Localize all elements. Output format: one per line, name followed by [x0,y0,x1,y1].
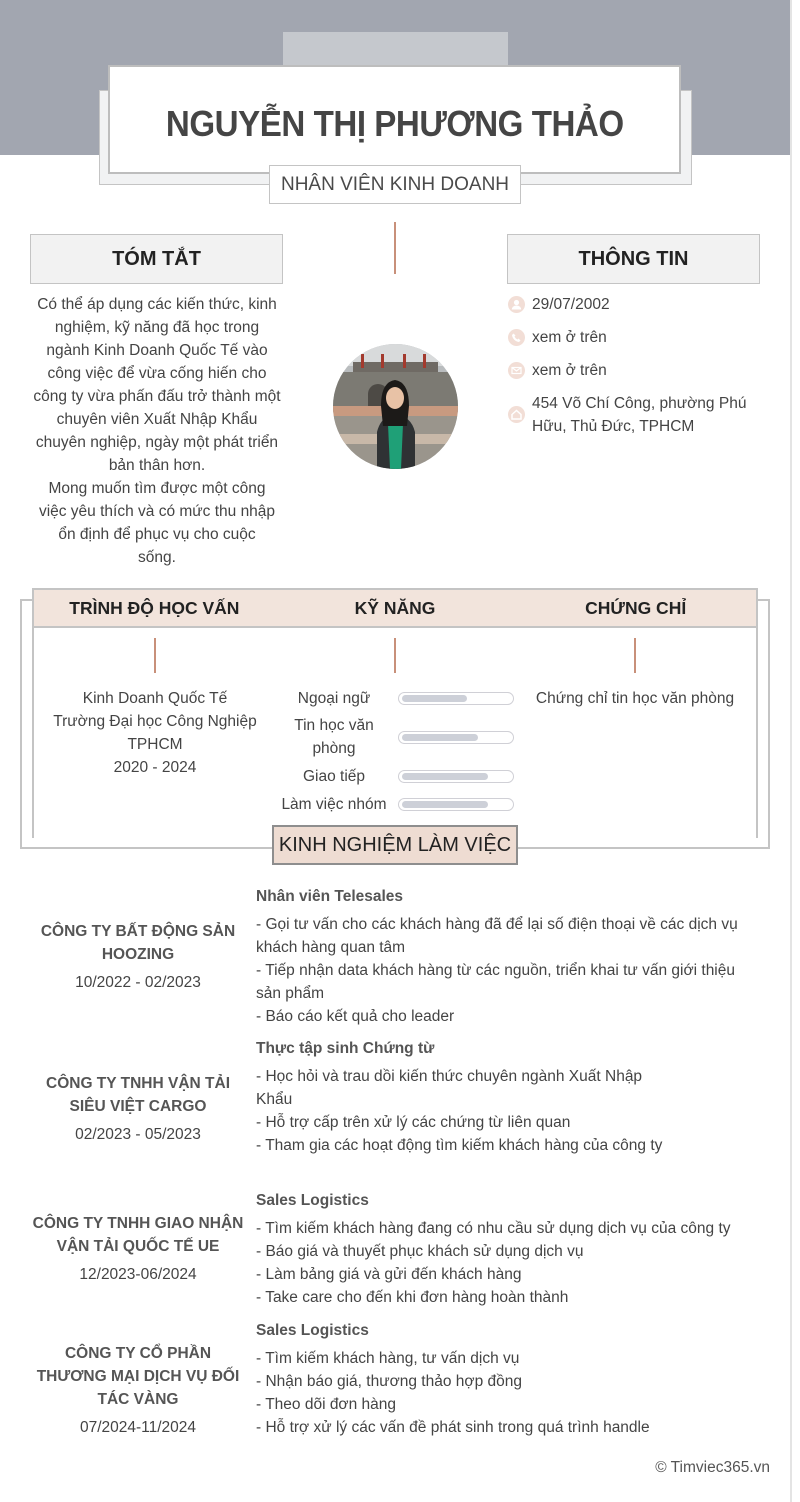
email-icon [508,362,525,379]
duty-item: - Báo giá và thuyết phục khách sử dụng dịch vụ [256,1243,584,1260]
page-edge-divider [790,0,792,1502]
duty-item: - Hỗ trợ cấp trên xử lý các chứng từ liên quan [256,1114,571,1131]
job-company [28,1342,248,1439]
education-period: 2020 - 2024 [113,759,197,776]
summary-line: việc yêu thích và có mức thu nhập [38,503,276,520]
duty-item: - Báo cáo kết quả cho leader [256,1008,455,1025]
skills-accent [394,638,396,673]
skill-label: Giao tiếp [302,768,366,785]
company-name: CÔNG TY CỔ PHẦN THƯƠNG MẠI DỊCH VỤ ĐỐI TÁC VÀNG [36,1345,240,1408]
info-birthday [508,293,768,316]
skill-bar [398,770,514,783]
certificate-entry: Chứng chỉ tin học văn phòng [535,690,735,707]
experience-heading: KINH NGHIỆM LÀM VIỆC [272,825,518,865]
job-role [256,1319,756,1439]
skill-label: Tin học văn phòng [294,717,374,757]
summary-text [28,293,286,569]
skill-bar-fill [402,734,478,741]
accent-divider [394,222,396,274]
skill-bar-fill [402,773,488,780]
summary-heading: TÓM TẮT [30,234,283,284]
role-title: Sales Logistics [256,1322,369,1339]
summary-line: công ty vừa phấn đấu trở thành một [33,388,281,405]
job-period: 02/2023 - 05/2023 [75,1126,201,1143]
info-address [508,392,768,438]
job-company [28,920,248,994]
phone-value: xem ở trên [532,329,607,346]
skill-bar-fill [402,801,488,808]
role-title: Sales Logistics [256,1192,369,1209]
skill-item [276,793,516,816]
job-role [256,1037,666,1157]
summary-line: công việc để vừa cống hiến cho [47,365,267,382]
skills-heading: KỸ NĂNG [354,597,436,618]
skill-bar [398,731,514,744]
info-email [508,359,768,382]
education-accent [154,638,156,673]
certificates-accent [634,638,636,673]
email-value: xem ở trên [532,362,607,379]
info-list [508,293,768,448]
education-school: Trường Đại học Công Nghiệp TPHCM [53,713,257,753]
summary-line: ổn định để phục vụ cho cuộc [58,526,256,543]
summary-line: ngành Kinh Doanh Quốc Tế vào [46,342,268,359]
certificates-heading: CHỨNG CHỈ [585,597,687,618]
summary-line: Có thể áp dụng các kiến thức, kinh [37,296,277,313]
skill-label: Làm việc nhóm [281,796,387,813]
job-period: 12/2023-06/2024 [79,1266,197,1283]
summary-line: bản thân hơn. [108,457,206,474]
duty-item: - Take care cho đến khi đơn hàng hoàn thành [256,1289,569,1306]
duty-item: - Tìm kiếm khách hàng, tư vấn dịch vụ [256,1350,520,1367]
job-period: 07/2024-11/2024 [79,1419,197,1436]
duty-item: - Học hỏi và trau dồi kiến thức chuyên ngành Xuất Nhập Khẩu [256,1068,643,1108]
duty-item: - Làm bảng giá và gửi đến khách hàng [256,1266,522,1283]
home-icon [508,406,525,423]
job-role [256,1189,756,1309]
duty-item: - Gọi tư vấn cho các khách hàng đã để lại số điện thoại về các dịch vụ khách hàng quan tâm [256,916,738,956]
company-name: CÔNG TY TNHH VẬN TẢI SIÊU VIỆT CARGO [46,1075,230,1115]
skill-item [276,714,516,760]
copyright-link[interactable]: © Timviec365.vn [655,1459,770,1476]
company-name: CÔNG TY TNHH GIAO NHẬN VẬN TẢI QUỐC TẾ UE [32,1215,244,1255]
skill-bar-fill [402,695,467,702]
candidate-name: NGUYỄN THỊ PHƯƠNG THẢO [165,102,624,144]
role-title: Nhân viên Telesales [256,888,404,905]
role-title: Thực tập sinh Chứng từ [256,1040,435,1057]
summary-line: nghiệm, kỹ năng đã học trong [54,319,260,336]
skill-item [276,687,516,710]
avatar-photo-icon [333,344,458,469]
skill-bar [398,692,514,705]
duty-item: - Hỗ trợ xử lý các vấn đề phát sinh trong quá trình handle [256,1419,650,1436]
job-company [28,1212,248,1286]
info-heading: THÔNG TIN [507,234,760,284]
company-name: CÔNG TY BẤT ĐỘNG SẢN HOOZING [40,923,236,963]
birthday-value: 29/07/2002 [532,296,610,313]
education-entry [40,687,270,779]
info-phone [508,326,768,349]
education-major: Kinh Doanh Quốc Tế [82,690,228,707]
skill-bar [398,798,514,811]
person-icon [508,296,525,313]
address-value: 454 Võ Chí Công, phường Phú Hữu, Thủ Đức, TPHCM [532,395,747,435]
summary-line: chuyên viên Xuất Nhập Khẩu [56,411,258,428]
job-role [256,885,756,1028]
section-header-bar [32,588,758,628]
skill-label: Ngoại ngữ [297,690,371,707]
job-title: NHÂN VIÊN KINH DOANH [269,165,521,204]
education-heading: TRÌNH ĐỘ HỌC VẤN [69,597,240,618]
header-tab-decoration [283,32,508,66]
duty-item: - Theo dõi đơn hàng [256,1396,397,1413]
duty-item: - Tham gia các hoạt động tìm kiếm khách hàng của công ty [256,1137,663,1154]
summary-line: Mong muốn tìm được một công [48,480,266,497]
duty-item: - Nhận báo giá, thương thảo hợp đồng [256,1373,522,1390]
duty-item: - Tiếp nhận data khách hàng từ các nguồn, triển khai tư vấn giới thiệu sản phẩm [256,962,735,1002]
duty-item: - Tìm kiếm khách hàng đang có nhu cầu sử dụng dịch vụ của công ty [256,1220,731,1237]
summary-line: chuyên nghiệp, ngày một phát triển [35,434,279,451]
job-period: 10/2022 - 02/2023 [75,974,201,991]
job-company [28,1072,248,1146]
name-card [108,65,681,174]
skill-item [276,765,516,788]
phone-icon [508,329,525,346]
avatar [333,344,458,469]
summary-line: sống. [138,549,176,566]
